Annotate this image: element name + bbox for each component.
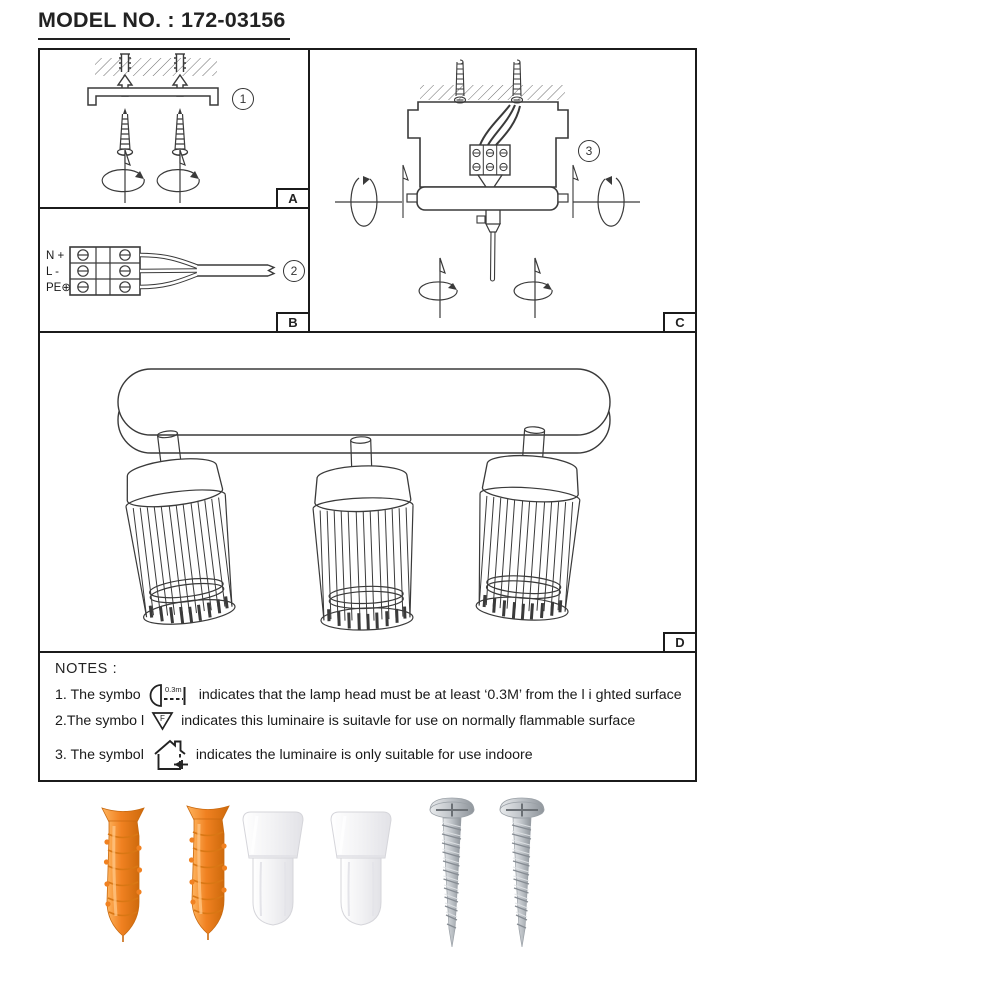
note-text: indicates that the lamp head must be at least ‘0.3M’ from the l i ghted surface <box>198 686 682 703</box>
min-distance-0.3m-icon <box>148 681 192 708</box>
rotate-arrow-icon <box>335 176 402 226</box>
canopy-plate <box>417 187 558 210</box>
panel-d-luminaire <box>40 333 695 653</box>
panel-tab-c: C <box>663 312 695 331</box>
wire-connector-cap-image <box>243 812 303 925</box>
panel-c-bracket-install <box>310 50 695 333</box>
panel-b-wiring <box>40 209 310 333</box>
diagram-frame <box>38 48 697 782</box>
note-prefix: 2.The symbo l <box>55 712 145 729</box>
step-1-badge: 1 <box>232 88 254 110</box>
wall-plug-image <box>102 808 144 942</box>
mounting-screw-image <box>500 798 544 947</box>
mounting-screw-image <box>430 798 474 947</box>
lamp-head-cage <box>311 435 418 632</box>
wire-connector-cap-image <box>331 812 391 925</box>
screw-icon <box>118 108 133 155</box>
panel-tab-d: D <box>663 632 695 651</box>
note-prefix: 1. The symbo <box>55 686 141 703</box>
terminal-block <box>70 247 140 295</box>
page-title: MODEL NO. : 172-03156 <box>38 8 290 40</box>
pivot-screw <box>558 194 568 202</box>
terminal-label-n: N + <box>46 250 65 262</box>
ceiling-hatch <box>420 85 565 100</box>
min-distance-label: 0.3m <box>164 685 182 694</box>
triangle-letter: F <box>160 714 166 723</box>
step-3-badge: 3 <box>578 140 600 162</box>
mount-bar-top <box>118 369 610 435</box>
note-item <box>55 737 533 772</box>
note-item <box>55 710 635 731</box>
rotate-arrow-icon <box>157 150 199 203</box>
note-text: indicates the luminaire is only suitable for use indoore <box>195 746 533 763</box>
bracket-adjust-diagram <box>310 50 695 331</box>
indoor-use-house-icon <box>151 737 189 772</box>
ceiling-hatch <box>95 58 217 76</box>
stem <box>477 210 500 281</box>
notes-heading: NOTES : <box>55 661 118 677</box>
flammable-surface-triangle-icon <box>151 710 174 731</box>
panel-tab-a: A <box>276 188 308 207</box>
wall-plug-image <box>187 806 229 940</box>
rotate-arrow-icon <box>573 176 640 226</box>
wiring-diagram <box>40 209 308 329</box>
mounting-bracket <box>88 88 218 105</box>
pivot-screw <box>407 194 417 202</box>
mains-cable <box>140 255 274 287</box>
luminaire-drawing <box>40 333 695 651</box>
panel-a-ceiling-mount <box>40 50 310 209</box>
note-item <box>55 681 682 708</box>
rotate-arrow-icon <box>514 258 552 318</box>
rotate-arrow-icon <box>419 258 457 318</box>
hardware-parts-row <box>95 792 655 964</box>
ceiling-mount-diagram <box>40 50 308 205</box>
lamp-head-cage <box>117 425 240 629</box>
terminal-label-l: L - <box>46 266 59 278</box>
notes-section <box>40 653 695 780</box>
panel-tab-b: B <box>276 312 308 331</box>
note-text: indicates this luminaire is suitavle for use on normally flammable surface <box>181 712 636 729</box>
note-prefix: 3. The symbol <box>55 746 144 763</box>
screw-icon <box>173 108 188 155</box>
step-2-badge: 2 <box>283 260 305 282</box>
terminal-label-pe: PE⊕ <box>46 282 71 294</box>
rotate-arrow-icon <box>102 150 144 203</box>
